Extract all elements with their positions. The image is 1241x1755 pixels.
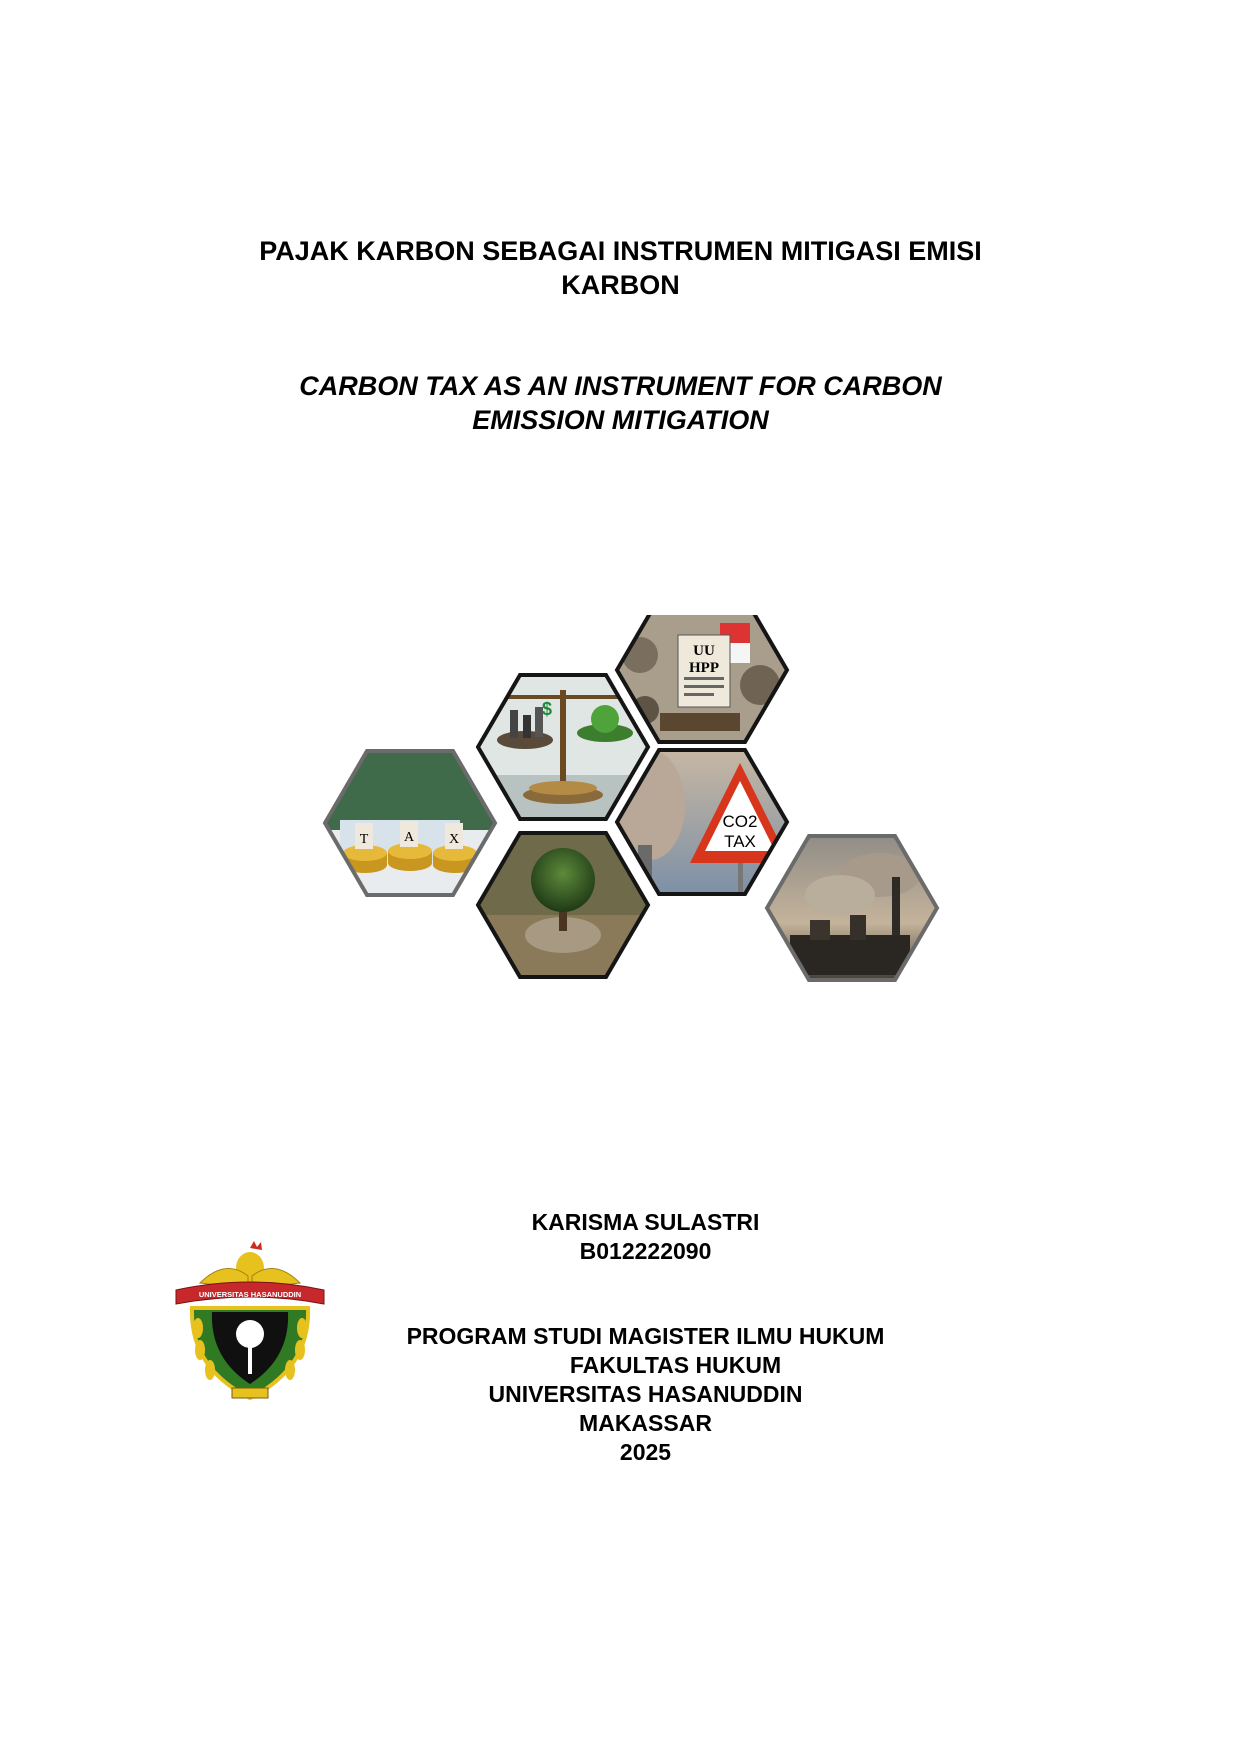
title-id-line-1: PAJAK KARBON SEBAGAI INSTRUMEN MITIGASI EMISI	[259, 236, 982, 266]
tile-x: X	[448, 832, 460, 847]
author-name: KARISMA SULASTRI	[531, 1209, 760, 1235]
student-id: B012222090	[579, 1238, 712, 1264]
uu-text: UU	[693, 643, 715, 659]
universitas-hasanuddin-logo	[170, 1238, 330, 1408]
factory-smoke-image	[760, 830, 945, 985]
dollar-symbol: $	[541, 699, 553, 719]
faculty: FAKULTAS HUKUM	[569, 1352, 782, 1378]
year: 2025	[619, 1439, 672, 1465]
tile-t: T	[359, 832, 369, 847]
title-id-line-2: KARBON	[561, 270, 680, 300]
university: UNIVERSITAS HASANUDDIN	[488, 1381, 803, 1407]
title-en-line-2: EMISSION MITIGATION	[472, 405, 769, 435]
logo-banner-text: UNIVERSITAS HASANUDDIN	[198, 1290, 302, 1299]
title-en-line-1: CARBON TAX AS AN INSTRUMENT FOR CARBON	[299, 371, 942, 401]
title-english	[0, 369, 1241, 437]
tile-a: A	[403, 830, 415, 845]
city: MAKASSAR	[579, 1410, 712, 1436]
co2-text: CO2	[722, 812, 758, 831]
tax-sign-text: TAX	[724, 832, 756, 851]
study-program: PROGRAM STUDI MAGISTER ILMU HUKUM	[406, 1323, 885, 1349]
title-indonesian	[0, 234, 1241, 302]
hexagon-collage	[320, 615, 960, 1025]
hpp-text: HPP	[689, 660, 719, 676]
tax-coins-image	[320, 745, 500, 905]
rooster-icon	[200, 1241, 300, 1288]
